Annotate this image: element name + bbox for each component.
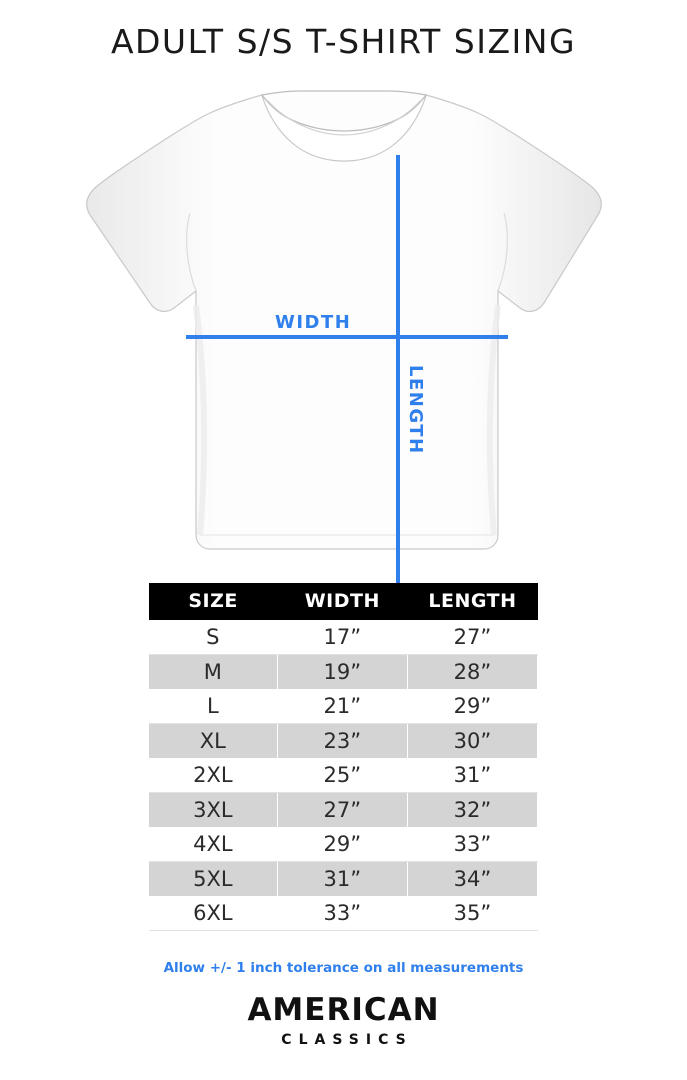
- cell-size: 6XL: [149, 896, 277, 931]
- cell-size: S: [149, 620, 277, 655]
- table-row: [149, 689, 538, 724]
- cell-length: 27”: [407, 620, 537, 655]
- page-title: ADULT S/S T-SHIRT SIZING: [110, 22, 577, 61]
- cell-length: 29”: [407, 689, 537, 724]
- length-guide-line: [396, 155, 400, 630]
- tolerance-note: Allow +/- 1 inch tolerance on all measurements: [163, 960, 524, 976]
- cell-length: 35”: [407, 896, 537, 931]
- cell-size: 5XL: [149, 862, 277, 897]
- cell-width: 19”: [277, 655, 407, 690]
- cell-width: 23”: [277, 724, 407, 759]
- cell-width: 29”: [277, 827, 407, 862]
- table-row: [149, 620, 538, 655]
- cell-width: 27”: [277, 793, 407, 828]
- table-row: [149, 827, 538, 862]
- shirt-diagram: [0, 65, 687, 555]
- cell-width: 17”: [277, 620, 407, 655]
- cell-width: 33”: [277, 896, 407, 931]
- cell-size: 3XL: [149, 793, 277, 828]
- cell-width: 25”: [277, 758, 407, 793]
- cell-size: 4XL: [149, 827, 277, 862]
- width-guide-line: [186, 335, 508, 339]
- cell-length: 33”: [407, 827, 537, 862]
- table-row: [149, 724, 538, 759]
- cell-length: 31”: [407, 758, 537, 793]
- cell-size: L: [149, 689, 277, 724]
- table-row: [149, 896, 538, 931]
- cell-length: 30”: [407, 724, 537, 759]
- cell-size: 2XL: [149, 758, 277, 793]
- size-table-container: [149, 583, 538, 931]
- cell-length: 32”: [407, 793, 537, 828]
- tshirt-illustration: [0, 65, 687, 555]
- size-table: [149, 583, 538, 931]
- table-row: [149, 655, 538, 690]
- column-header-size: SIZE: [149, 583, 277, 620]
- cell-length: 34”: [407, 862, 537, 897]
- length-label: LENGTH: [405, 365, 426, 455]
- brand-logo: [0, 992, 687, 1048]
- table-header-row: [149, 583, 538, 620]
- width-label: WIDTH: [275, 312, 352, 333]
- table-row: [149, 862, 538, 897]
- cell-size: M: [149, 655, 277, 690]
- table-row: [149, 758, 538, 793]
- brand-name: AMERICAN: [247, 992, 440, 1028]
- column-header-width: WIDTH: [277, 583, 407, 620]
- brand-subtitle: CLASSICS: [281, 1032, 413, 1048]
- cell-length: 28”: [407, 655, 537, 690]
- cell-width: 21”: [277, 689, 407, 724]
- cell-size: XL: [149, 724, 277, 759]
- cell-width: 31”: [277, 862, 407, 897]
- table-row: [149, 793, 538, 828]
- column-header-length: LENGTH: [407, 583, 537, 620]
